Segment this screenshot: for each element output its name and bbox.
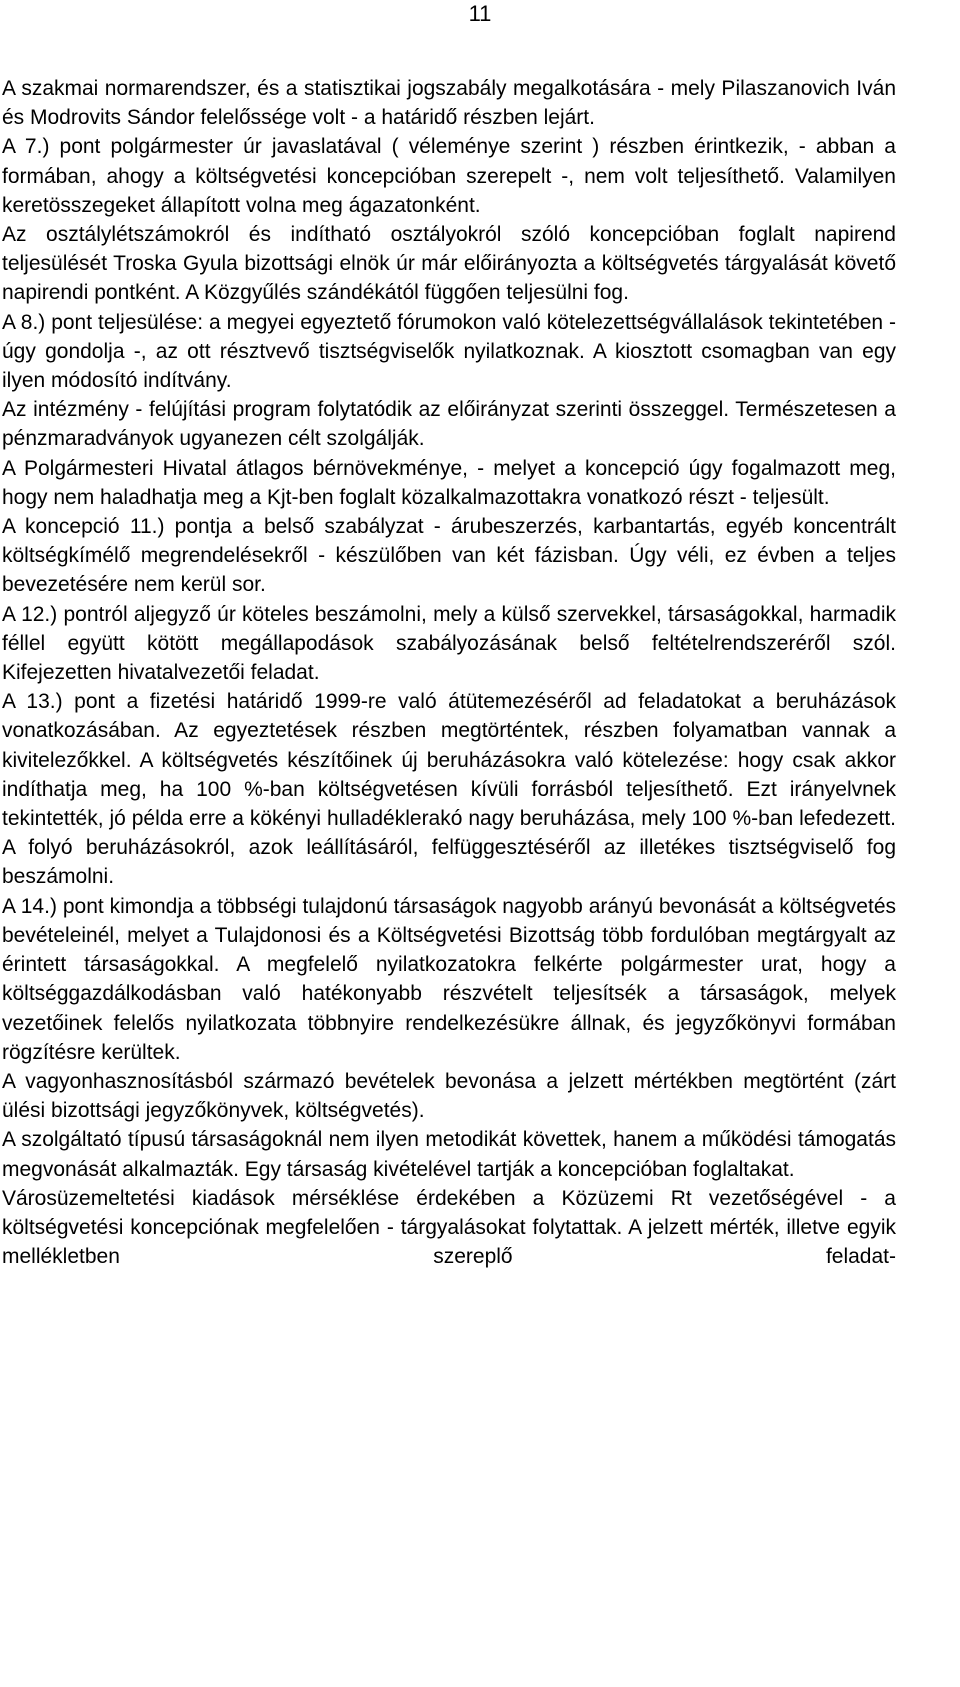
paragraph-2: A 7.) pont polgármester úr javaslatával ( véleménye szerint ) részben érintkezik, - abban a formában, ahogy a költségvetési koncepcióban szerepelt -, nem volt teljesíthető. Valamilyen keretösszegeket állapított volna meg ágazatonként. [2,135,896,217]
paragraph-12: A szolgáltató típusú társaságoknál nem ilyen metodikát követtek, hanem a működési támogatás megvonását alkalmazták. Egy társaság kivételével tartják a koncepcióban foglaltakat. [2,1128,896,1181]
paragraph-11: A vagyonhasznosításból származó bevételek bevonása a jelzett mértékben megtörtént (zárt ülési bizottsági jegyzőkönyvek, költségvetés). [2,1069,896,1123]
paragraph-6: A Polgármesteri Hivatal átlagos bérnövekménye, - melyet a koncepció úgy fogalmazott meg, hogy nem haladhatja meg a Kjt-ben foglalt közalkalmazottakra vonatkozó részt - teljesült. [2,456,896,509]
paragraph-13: Városüzemeltetési kiadások mérséklése érdekében a Közüzemi Rt vezetőségével - a költségvetési koncepciónak megfelelően - tárgyalásokat folytattak. A jelzett mérték, illetve egyik mellékletben szereplő feladat- [2,1186,896,1269]
paragraph-3: Az osztálylétszámokról és indítható osztályokról szóló koncepcióban foglalt napirend teljesülését Troska Gyula bizottsági elnök úr már előirányozta a költségvetés tárgyalását követő napirendi pontként. A Közgyűlés szándékától függően teljesülni fog. [2,223,896,305]
paragraph-4: A 8.) pont teljesülése: a megyei egyeztető fórumokon való kötelezettségvállalások tekintetében - úgy gondolja -, az ott résztvevő tisztségviselők nyilatkoznak. A kiosztott csomagban van egy ilyen módosító indítvány. [2,310,896,393]
document-body [2,74,896,1271]
page-number: 11 [468,1,492,26]
paragraph-8: A 12.) pontról aljegyző úr köteles beszámolni, mely a külső szervekkel, társaságokkal, harmadik féllel együtt kötött megállapodások szabályozásának belső feltételrendszeréről szól. Kifejezetten hivatalvezetői feladat. [2,602,896,685]
paragraph-7: A koncepció 11.) pontja a belső szabályzat - árubeszerzés, karbantartás, egyéb koncentrált költségkímélő megrendelésekről - készülőben van két fázisban. Úgy véli, ez évben a teljes bevezetésére nem kerül sor. [2,515,896,597]
paragraph-10: A 14.) pont kimondja a többségi tulajdonú társaságok nagyobb arányú bevonását a költségvetés bevételeinél, melyet a Tulajdonosi és a Költségvetési Bizottság több fordulóban megtárgyalt az érintett társaságokkal. A megfelelő nyilatkozatokra felkérte polgármester urat, hogy a költséggazdálkodásban való hatékonyabb részvételt teljesítsék a társaságok, melyek vezetőinek felelős nyilatkozata többnyire rendelkezésükre állnak, és jegyzőkönyvi formában rögzítésre kerültek. [2,894,896,1064]
paragraph-9: A 13.) pont a fizetési határidő 1999-re való átütemezéséről ad feladatokat a beruházások vonatkozásában. Az egyeztetések részben megtörténtek, részben folyamatban vannak a kivitelezőkkel. A költségvetés készítőinek új beruházásokra való kötelezése: hogy csak akkor indíthatja meg, ha 100 %-ban költségvetésen kívüli forrásból teljesíthető. Ezt irányelvnek tekintették, jó példa erre a kökényi hulladéklerakó nagy beruházása, mely 100 %-ban lefedezett. A folyó beruházásokról, azok leállításáról, felfüggesztéséről az illetékes tisztségviselő fog beszámolni. [2,690,896,889]
paragraph-5: Az intézmény - felújítási program folytatódik az előirányzat szerinti összeggel. Természetesen a pénzmaradványok ugyanezen célt szolgálják. [2,398,896,451]
paragraph-1: A szakmai normarendszer, és a statisztikai jogszabály megalkotására - mely Pilaszanovich Iván és Modrovits Sándor felelőssége volt - a határidő részben lejárt. [2,77,896,130]
